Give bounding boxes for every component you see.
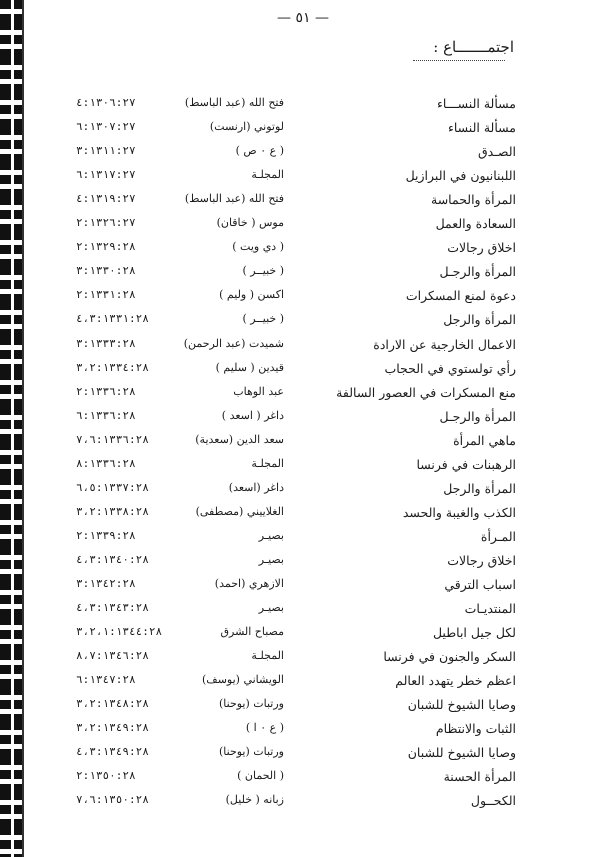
entry-title: وصايا الشيوخ للشبان (407, 697, 516, 713)
list-item (0, 721, 606, 741)
entry-title: المرأة والرجـل (439, 264, 516, 280)
entry-title: المرأة والحماسة (431, 192, 516, 208)
entry-title: اخلاق رجالات (447, 240, 516, 256)
entry-reference: ٦:١٣١٧:٢٧ (76, 168, 136, 182)
list-item (0, 409, 606, 429)
entry-author: موس ( خاقان) (216, 216, 284, 230)
entry-reference: ٣،٢:١٣٣٨:٢٨ (76, 504, 149, 518)
page-number: — ٥١ — (277, 10, 329, 26)
entry-title: المرأة والرجل (443, 312, 516, 328)
entry-reference: ٣:١٣٣٣:٢٨ (76, 336, 136, 350)
entry-title: المرأة الحسنة (443, 769, 516, 785)
list-item (0, 697, 606, 717)
list-item (0, 649, 606, 669)
list-item (0, 457, 606, 477)
entry-author: سعد الدين (سعدية) (195, 432, 284, 446)
section-heading: اجتمـــــــاع : (433, 38, 514, 56)
entry-title: الصـدق (477, 144, 516, 160)
entry-title: الكذب والغيبة والحسد (402, 504, 516, 520)
entry-title: اسباب الترقي (444, 577, 516, 592)
entry-reference: ٤:١٣٠٦:٢٧ (76, 96, 136, 109)
entry-reference: ٧،٦:١٣٣٦:٢٨ (76, 432, 149, 446)
entry-reference: ٦:١٣٤٧:٢٨ (76, 673, 136, 687)
entry-title: السكر والجنون في فرنسا (383, 649, 516, 665)
entry-author: فتح الله (عبد الباسط) (184, 96, 284, 109)
list-item (0, 577, 606, 597)
list-item (0, 793, 606, 813)
entry-author: ( ع ٠ ا ) (245, 721, 284, 735)
entry-title: ماهي المرأة (453, 432, 516, 448)
entry-title: الرهبنات في فرنسا (416, 456, 516, 472)
entry-title: اللبنانيون في البرازيل (405, 168, 516, 184)
entry-reference: ٧،٦:١٣٥٠:٢٨ (76, 793, 149, 807)
entry-title: اعظم خطر يتهدد العالم (395, 673, 516, 689)
entry-author: المجلـة (251, 168, 284, 182)
entry-reference: ٨:١٣٣٦:٢٨ (76, 456, 136, 470)
entry-author: بصيـر (258, 552, 284, 566)
entry-author: داغر (اسعد) (228, 480, 284, 494)
entry-reference: ٢:١٣٣٦:٢٨ (76, 384, 136, 398)
entry-title: مسألة النساء (447, 120, 516, 136)
entry-reference: ٣،٢:١٣٣٤:٢٨ (76, 360, 149, 374)
entry-title: منع المسكرات في العصور السالفة (336, 384, 516, 400)
entry-author: زبانه ( خليل) (225, 793, 284, 807)
entry-reference: ٣،٢،١:١٣٤٤:٢٨ (76, 625, 163, 639)
entry-author: عبد الوهاب (233, 384, 284, 398)
entry-author: فتح الله (عبد الباسط) (184, 192, 284, 206)
entry-author: الغلاييني (مصطفى) (195, 504, 284, 518)
entry-title: لكل جيل اباطيل (432, 625, 516, 641)
list-item (0, 96, 606, 116)
entry-title: السعادة والعمل (435, 216, 516, 232)
entry-reference: ٤:١٣١٩:٢٧ (76, 192, 136, 206)
entry-author: بصيـر (258, 528, 284, 542)
entry-reference: ٣،٢:١٣٤٩:٢٨ (76, 721, 149, 735)
entry-reference: ٢:١٣٥٠:٢٨ (76, 769, 136, 783)
entry-author: ( دي ويت ) (232, 240, 284, 254)
entry-reference: ٣،٢:١٣٤٨:٢٨ (76, 697, 149, 711)
entry-author: داغر ( اسعد ) (221, 408, 284, 422)
entry-title: وصايا الشيوخ للشبان (407, 745, 516, 761)
list-item (0, 505, 606, 525)
list-item (0, 553, 606, 573)
list-item (0, 312, 606, 332)
entry-author: قيدين ( سليم ) (215, 360, 284, 374)
entry-reference: ٦:١٣٣٦:٢٨ (76, 408, 136, 422)
entry-reference: ٤،٣:١٣٣١:٢٨ (76, 312, 149, 326)
list-item (0, 216, 606, 236)
entry-author: المجلـة (251, 456, 284, 470)
entry-title: المـرأة (480, 528, 516, 544)
list-item (0, 168, 606, 188)
entry-reference: ٣:١٣٣٠:٢٨ (76, 264, 136, 278)
entry-title: المرأة والرجل (443, 480, 516, 496)
list-item (0, 361, 606, 381)
entry-reference: ٣:١٣١١:٢٧ (76, 144, 136, 158)
entry-author: ( ع ٠ ص ) (235, 144, 284, 158)
entry-reference: ٨،٧:١٣٤٦:٢٨ (76, 649, 149, 663)
entry-title: دعوة لمنع المسكرات (405, 288, 516, 304)
entry-reference: ٢:١٣٢٦:٢٧ (76, 216, 136, 230)
list-item (0, 769, 606, 789)
list-item (0, 433, 606, 453)
entry-reference: ٤،٣:١٣٤٩:٢٨ (76, 745, 149, 759)
entry-author: ( خبيــر ) (242, 312, 284, 326)
entry-title: الاعمال الخارجية عن الارادة (373, 336, 516, 352)
entry-reference: ٣:١٣٤٢:٢٨ (76, 577, 136, 590)
list-item (0, 601, 606, 621)
list-item (0, 745, 606, 765)
list-item (0, 673, 606, 693)
entry-reference: ٢:١٣٢٩:٢٨ (76, 240, 136, 254)
entry-author: ( الحمان ) (237, 769, 284, 783)
list-item (0, 120, 606, 140)
list-item (0, 481, 606, 501)
entry-author: شميدت (عبد الرحمن) (183, 336, 284, 350)
list-item (0, 264, 606, 284)
entry-reference: ٦:١٣٠٧:٢٧ (76, 120, 136, 134)
list-item (0, 240, 606, 260)
entry-title: مسألة النســـاء (436, 96, 516, 111)
entry-reference: ٤،٣:١٣٤٠:٢٨ (76, 552, 149, 566)
entry-author: المجلـة (251, 649, 284, 663)
entry-author: لوتوني (ارنست) (209, 120, 284, 134)
entry-author: ( خبيــر ) (242, 264, 284, 278)
entry-author: بصيـر (258, 601, 284, 615)
entry-reference: ٤،٣:١٣٤٣:٢٨ (76, 601, 149, 615)
list-item (0, 385, 606, 405)
list-item (0, 192, 606, 212)
entry-reference: ٢:١٣٣١:٢٨ (76, 288, 136, 302)
entry-title: رأي تولستوي في الحجاب (384, 360, 516, 376)
entry-author: ورتبات (يوحنا) (218, 745, 284, 759)
entry-title: اخلاق رجالات (447, 552, 516, 568)
list-item (0, 144, 606, 164)
entry-reference: ٦،٥:١٣٣٧:٢٨ (76, 480, 149, 494)
entry-author: مصباح الشرق (220, 625, 284, 639)
entry-title: المنتديـات (464, 601, 516, 617)
list-item (0, 625, 606, 645)
entry-reference: ٢:١٣٣٩:٢٨ (76, 528, 136, 542)
list-item (0, 529, 606, 549)
list-item (0, 288, 606, 308)
entry-author: الويشاني (يوسف) (202, 673, 284, 687)
entry-title: الكحــول (470, 793, 516, 809)
entry-author: اكسن ( وليم ) (219, 288, 284, 302)
entry-title: الثبات والانتظام (435, 721, 516, 737)
entry-author: الازهري (احمد) (214, 577, 284, 590)
list-item (0, 337, 606, 357)
entry-author: ورتبات (يوحنا) (218, 697, 284, 711)
entry-title: المرأة والرجـل (439, 408, 516, 424)
